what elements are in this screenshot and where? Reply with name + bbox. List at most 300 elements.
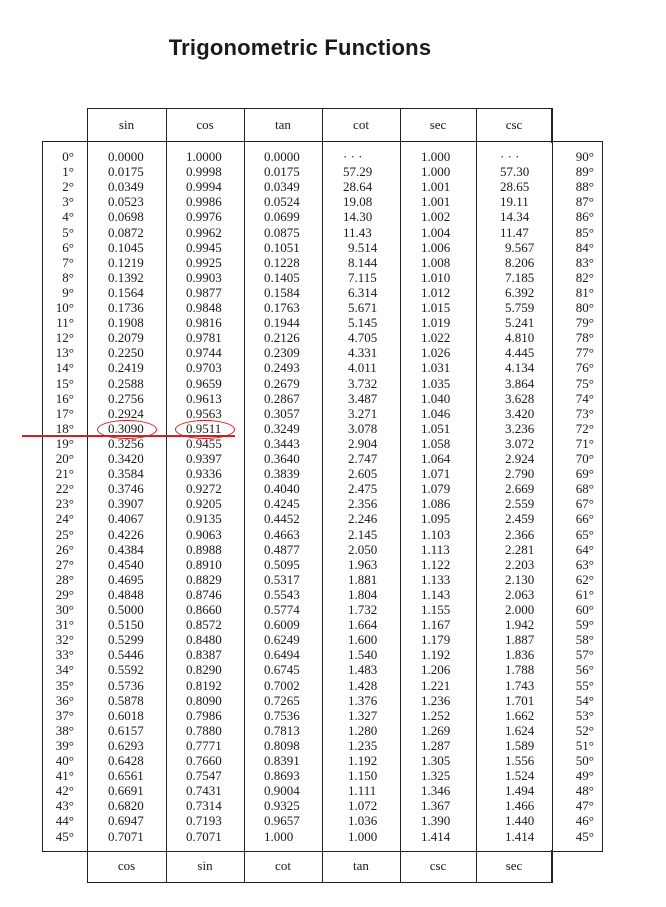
cell-sin: 0.4226 bbox=[108, 526, 144, 542]
cell-cos: 0.9925 bbox=[186, 254, 222, 270]
row-angle: 26° bbox=[55, 541, 74, 557]
cell-sin: 0.6561 bbox=[108, 768, 144, 784]
cell-cos: 0.9135 bbox=[186, 511, 222, 527]
cell-tan: 0.5095 bbox=[264, 556, 300, 572]
cell-csc: 2.063 bbox=[505, 586, 535, 602]
cell-tan: 0.0000 bbox=[264, 149, 300, 164]
cell-cot: 1.150 bbox=[348, 768, 378, 784]
cell-tan: 0.0349 bbox=[264, 179, 300, 195]
cell-cot: 3.078 bbox=[348, 420, 378, 436]
cell-cot: 1.963 bbox=[348, 556, 378, 572]
cell-sec: 1.367 bbox=[421, 798, 451, 814]
cell-csc: 1.466 bbox=[505, 798, 535, 814]
cell-sin: 0.3420 bbox=[108, 451, 144, 466]
cell-csc: 14.34 bbox=[500, 209, 530, 225]
cell-cos: 0.9962 bbox=[186, 224, 222, 240]
cell-cos: 0.7431 bbox=[186, 783, 222, 799]
cell-csc: 2.281 bbox=[505, 541, 535, 557]
row-complement-angle: 58° bbox=[575, 632, 594, 648]
row-complement-angle: 62° bbox=[575, 571, 594, 587]
row-angle: 16° bbox=[55, 390, 74, 406]
row-complement-angle: 67° bbox=[575, 496, 594, 512]
cell-sin: 0.6947 bbox=[108, 813, 144, 829]
cell-sin: 0.3090 bbox=[108, 420, 144, 436]
cell-sec: 1.026 bbox=[421, 345, 451, 361]
cell-tan: 0.9325 bbox=[264, 798, 300, 814]
cell-cot: 7.115 bbox=[348, 269, 377, 285]
cell-csc: 1.743 bbox=[505, 677, 535, 693]
cell-sec: 1.143 bbox=[421, 586, 451, 602]
column-header-cot: cot bbox=[353, 117, 369, 132]
cell-sec: 1.252 bbox=[421, 707, 451, 723]
row-angle: 23° bbox=[55, 496, 74, 512]
row-complement-angle: 57° bbox=[575, 647, 594, 663]
cell-cos: 1.0000 bbox=[186, 149, 222, 164]
cell-cos: 0.8829 bbox=[186, 571, 222, 587]
cell-cos: 0.9272 bbox=[186, 481, 222, 497]
cell-csc: 19.11 bbox=[500, 194, 529, 210]
row-angle: 37° bbox=[55, 707, 74, 723]
cell-cot: 14.30 bbox=[343, 209, 373, 225]
column-header-sin: sin bbox=[118, 117, 135, 132]
row-complement-angle: 54° bbox=[575, 692, 594, 708]
cell-sec: 1.000 bbox=[421, 149, 451, 164]
row-complement-angle: 55° bbox=[575, 677, 594, 693]
row-complement-angle: 47° bbox=[575, 798, 594, 814]
cell-cos: 0.8192 bbox=[186, 677, 222, 693]
row-angle: 2° bbox=[62, 179, 74, 195]
column-divider bbox=[87, 108, 88, 883]
cell-sec: 1.113 bbox=[421, 541, 450, 557]
cell-csc: 3.236 bbox=[505, 420, 535, 436]
column-header-tan: tan bbox=[275, 117, 291, 132]
cell-cot: 57.29 bbox=[343, 164, 373, 180]
cell-sin: 0.2250 bbox=[108, 345, 144, 361]
row-complement-angle: 59° bbox=[575, 617, 594, 633]
cell-csc: 57.30 bbox=[500, 164, 530, 180]
cell-sec: 1.086 bbox=[421, 496, 451, 512]
cell-csc: 28.65 bbox=[500, 179, 530, 195]
row-complement-angle: 90° bbox=[575, 149, 594, 164]
cell-csc: 5.759 bbox=[505, 300, 535, 315]
cell-sec: 1.167 bbox=[421, 617, 451, 633]
cell-tan: 0.6745 bbox=[264, 662, 300, 678]
cell-csc: 4.445 bbox=[505, 345, 535, 361]
cell-sin: 0.5299 bbox=[108, 632, 144, 648]
cell-sec: 1.192 bbox=[421, 647, 451, 663]
row-complement-angle: 78° bbox=[575, 330, 594, 346]
cell-csc: 1.524 bbox=[505, 768, 535, 784]
row-angle: 20° bbox=[55, 451, 74, 466]
cell-csc: 3.628 bbox=[505, 390, 535, 406]
row-complement-angle: 73° bbox=[575, 405, 594, 421]
row-angle: 19° bbox=[55, 435, 74, 451]
row-angle: 10° bbox=[55, 300, 74, 315]
cell-tan: 0.0699 bbox=[264, 209, 300, 225]
cell-cos: 0.7771 bbox=[186, 737, 222, 753]
page-title: Trigonometric Functions bbox=[168, 35, 432, 60]
cell-sin: 0.2079 bbox=[108, 330, 144, 346]
cell-cos: 0.7660 bbox=[186, 753, 222, 768]
cell-tan: 0.3640 bbox=[264, 451, 300, 466]
row-complement-angle: 80° bbox=[575, 300, 594, 315]
cell-tan: 0.2867 bbox=[264, 390, 300, 406]
cell-tan: 0.4877 bbox=[264, 541, 300, 557]
cell-cot: 9.514 bbox=[348, 239, 378, 255]
cell-csc: 1.440 bbox=[505, 813, 535, 829]
cell-cos: 0.7193 bbox=[186, 813, 222, 829]
cell-cot: 1.483 bbox=[348, 662, 378, 678]
cell-sin: 0.1736 bbox=[108, 300, 144, 315]
column-footer-csc: csc bbox=[429, 858, 447, 873]
cell-cos: 0.9659 bbox=[186, 375, 222, 391]
cell-sin: 0.6293 bbox=[108, 737, 144, 753]
cell-sec: 1.287 bbox=[421, 737, 451, 753]
cell-cot: 1.000 bbox=[348, 828, 378, 844]
cell-cot: 11.43 bbox=[343, 224, 372, 240]
cell-sin: 0.1908 bbox=[108, 315, 144, 331]
cell-sin: 0.3256 bbox=[108, 435, 144, 451]
column-footer-cos: cos bbox=[117, 858, 136, 873]
cell-sec: 1.346 bbox=[421, 783, 451, 799]
row-complement-angle: 64° bbox=[575, 541, 594, 557]
cell-csc: 2.203 bbox=[505, 556, 535, 572]
cell-sec: 1.133 bbox=[421, 571, 451, 587]
cell-cot: 19.08 bbox=[343, 194, 373, 210]
cell-tan: 0.7536 bbox=[264, 707, 300, 723]
cell-sec: 1.221 bbox=[421, 677, 451, 693]
cell-csc: 1.589 bbox=[505, 737, 535, 753]
cell-sec: 1.002 bbox=[421, 209, 451, 225]
cell-cot: · · · bbox=[343, 149, 363, 164]
cell-sec: 1.305 bbox=[421, 753, 451, 768]
cell-csc: 6.392 bbox=[505, 284, 535, 300]
cell-sin: 0.1219 bbox=[108, 254, 144, 270]
cell-sec: 1.000 bbox=[421, 164, 451, 180]
row-angle: 27° bbox=[55, 556, 74, 572]
cell-sec: 1.269 bbox=[421, 722, 451, 738]
cell-cos: 0.9511 bbox=[186, 420, 222, 436]
cell-csc: 11.47 bbox=[500, 224, 529, 240]
cell-csc: 4.810 bbox=[505, 330, 535, 346]
cell-tan: 0.3057 bbox=[264, 405, 300, 421]
cell-csc: · · · bbox=[500, 149, 520, 164]
cell-cot: 4.705 bbox=[348, 330, 378, 346]
cell-sin: 0.5000 bbox=[108, 602, 144, 617]
row-complement-angle: 87° bbox=[575, 194, 594, 210]
cell-cos: 0.8746 bbox=[186, 586, 222, 602]
row-angle: 0° bbox=[62, 149, 74, 164]
cell-sec: 1.179 bbox=[421, 632, 451, 648]
row-angle: 22° bbox=[55, 481, 74, 497]
row-angle: 41° bbox=[55, 768, 74, 784]
cell-csc: 2.000 bbox=[505, 602, 535, 617]
cell-tan: 0.0175 bbox=[264, 164, 300, 180]
cell-cot: 1.192 bbox=[348, 753, 378, 768]
cell-csc: 3.420 bbox=[505, 405, 535, 421]
cell-cot: 1.376 bbox=[348, 692, 378, 708]
cell-tan: 0.4040 bbox=[264, 481, 300, 497]
cell-tan: 0.0875 bbox=[264, 224, 300, 240]
cell-cos: 0.9994 bbox=[186, 179, 222, 195]
row-angle: 4° bbox=[62, 209, 74, 225]
row-complement-angle: 45° bbox=[575, 828, 594, 844]
row-complement-angle: 52° bbox=[575, 722, 594, 738]
cell-tan: 0.4452 bbox=[264, 511, 300, 527]
cell-csc: 8.206 bbox=[505, 254, 535, 270]
cell-cos: 0.9744 bbox=[186, 345, 222, 361]
cell-tan: 0.4245 bbox=[264, 496, 300, 512]
row-complement-angle: 49° bbox=[575, 768, 594, 784]
cell-cot: 1.600 bbox=[348, 632, 378, 648]
cell-tan: 0.5774 bbox=[264, 602, 300, 617]
cell-tan: 0.1944 bbox=[264, 315, 300, 331]
cell-sec: 1.079 bbox=[421, 481, 451, 497]
cell-sin: 0.5150 bbox=[108, 617, 144, 633]
cell-sin: 0.0000 bbox=[108, 149, 144, 164]
cell-csc: 1.414 bbox=[505, 828, 535, 844]
cell-sec: 1.006 bbox=[421, 239, 451, 255]
cell-sin: 0.3746 bbox=[108, 481, 144, 497]
cell-sin: 0.4067 bbox=[108, 511, 144, 527]
cell-cot: 28.64 bbox=[343, 179, 373, 195]
cell-cot: 2.145 bbox=[348, 526, 378, 542]
cell-cot: 1.235 bbox=[348, 737, 378, 753]
cell-sin: 0.6691 bbox=[108, 783, 144, 799]
cell-sec: 1.103 bbox=[421, 526, 451, 542]
cell-tan: 0.3839 bbox=[264, 466, 300, 482]
column-footer-sec: sec bbox=[505, 858, 523, 873]
row-complement-angle: 72° bbox=[575, 420, 594, 436]
cell-sin: 0.0523 bbox=[108, 194, 144, 210]
cell-cos: 0.7071 bbox=[186, 828, 222, 844]
cell-sec: 1.095 bbox=[421, 511, 451, 527]
cell-sec: 1.155 bbox=[421, 602, 451, 617]
row-complement-angle: 89° bbox=[575, 164, 594, 180]
row-angle: 28° bbox=[55, 571, 74, 587]
row-angle: 21° bbox=[55, 466, 74, 482]
cell-cos: 0.9998 bbox=[186, 164, 222, 180]
row-angle: 33° bbox=[55, 647, 74, 663]
cell-cot: 1.732 bbox=[348, 602, 378, 617]
column-footer-sin: sin bbox=[197, 858, 213, 873]
cell-cot: 2.246 bbox=[348, 511, 378, 527]
cell-csc: 2.130 bbox=[505, 571, 535, 587]
cell-sin: 0.2419 bbox=[108, 360, 144, 376]
cell-sin: 0.5878 bbox=[108, 692, 144, 708]
row-angle: 36° bbox=[55, 692, 74, 708]
row-angle: 18° bbox=[55, 420, 74, 436]
cell-tan: 0.9004 bbox=[264, 783, 300, 799]
cell-sin: 0.4695 bbox=[108, 571, 144, 587]
cell-csc: 2.459 bbox=[505, 511, 535, 527]
row-complement-angle: 51° bbox=[575, 737, 594, 753]
row-complement-angle: 48° bbox=[575, 783, 594, 799]
cell-csc: 2.366 bbox=[505, 526, 535, 542]
cell-sec: 1.022 bbox=[421, 330, 451, 346]
row-angle: 38° bbox=[55, 722, 74, 738]
cell-cos: 0.8910 bbox=[186, 556, 222, 572]
cell-sin: 0.6157 bbox=[108, 722, 144, 738]
cell-cot: 1.881 bbox=[348, 571, 378, 587]
cell-sin: 0.3584 bbox=[108, 466, 144, 482]
cell-sin: 0.3907 bbox=[108, 496, 144, 512]
cell-sec: 1.051 bbox=[421, 420, 451, 436]
cell-cos: 0.9945 bbox=[186, 239, 222, 255]
cell-tan: 0.1584 bbox=[264, 284, 300, 300]
cell-cos: 0.8480 bbox=[186, 632, 222, 648]
cell-tan: 0.6249 bbox=[264, 632, 300, 648]
row-angle: 13° bbox=[55, 345, 74, 361]
cell-cos: 0.8090 bbox=[186, 692, 222, 708]
cell-sec: 1.325 bbox=[421, 768, 451, 784]
cell-cot: 1.804 bbox=[348, 586, 378, 602]
cell-sec: 1.031 bbox=[421, 360, 451, 376]
row-angle: 1° bbox=[62, 164, 74, 180]
cell-sin: 0.0872 bbox=[108, 224, 144, 240]
row-complement-angle: 61° bbox=[575, 586, 594, 602]
row-angle: 5° bbox=[62, 224, 74, 240]
cell-sec: 1.019 bbox=[421, 315, 451, 331]
cell-cos: 0.8387 bbox=[186, 647, 222, 663]
highlight-circle-sin-18 bbox=[97, 420, 157, 439]
cell-tan: 0.1763 bbox=[264, 300, 300, 315]
cell-sec: 1.236 bbox=[421, 692, 451, 708]
row-complement-angle: 63° bbox=[575, 556, 594, 572]
cell-cos: 0.9848 bbox=[186, 300, 222, 315]
row-angle: 9° bbox=[62, 284, 74, 300]
cell-cos: 0.9877 bbox=[186, 284, 222, 300]
cell-sin: 0.6820 bbox=[108, 798, 144, 814]
cell-tan: 0.7813 bbox=[264, 722, 300, 738]
row-angle: 15° bbox=[55, 375, 74, 391]
row-angle: 32° bbox=[55, 632, 74, 648]
cell-sec: 1.206 bbox=[421, 662, 451, 678]
row-complement-angle: 65° bbox=[575, 526, 594, 542]
cell-cot: 5.671 bbox=[348, 300, 378, 315]
cell-tan: 0.6009 bbox=[264, 617, 300, 633]
cell-csc: 4.134 bbox=[505, 360, 535, 376]
cell-sec: 1.001 bbox=[421, 179, 451, 195]
cell-tan: 0.2126 bbox=[264, 330, 300, 346]
cell-sec: 1.012 bbox=[421, 284, 451, 300]
cell-cos: 0.7986 bbox=[186, 707, 222, 723]
cell-sin: 0.5736 bbox=[108, 677, 144, 693]
column-footer-tan: tan bbox=[353, 858, 369, 873]
cell-csc: 1.887 bbox=[505, 632, 535, 648]
cell-sec: 1.008 bbox=[421, 254, 451, 270]
cell-tan: 0.1405 bbox=[264, 269, 300, 285]
row-angle: 11° bbox=[56, 315, 74, 331]
row-angle: 12° bbox=[55, 330, 74, 346]
cell-tan: 0.8693 bbox=[264, 768, 300, 784]
cell-cot: 3.271 bbox=[348, 405, 378, 421]
cell-tan: 0.7002 bbox=[264, 677, 300, 693]
cell-sec: 1.035 bbox=[421, 375, 451, 391]
cell-sin: 0.4540 bbox=[108, 556, 144, 572]
cell-csc: 1.788 bbox=[505, 662, 535, 678]
cell-cot: 6.314 bbox=[348, 284, 378, 300]
row-angle: 3° bbox=[62, 194, 74, 210]
cell-sec: 1.040 bbox=[421, 390, 451, 406]
cell-csc: 2.559 bbox=[505, 496, 535, 512]
cell-cot: 3.732 bbox=[348, 375, 378, 391]
cell-cos: 0.9976 bbox=[186, 209, 222, 225]
cell-cos: 0.8660 bbox=[186, 602, 222, 617]
cell-cos: 0.9563 bbox=[186, 405, 222, 421]
row-complement-angle: 88° bbox=[575, 179, 594, 195]
cell-sec: 1.010 bbox=[421, 269, 451, 285]
cell-tan: 0.9657 bbox=[264, 813, 300, 829]
cell-sec: 1.046 bbox=[421, 405, 451, 421]
cell-cos: 0.8290 bbox=[186, 662, 222, 678]
row-complement-angle: 81° bbox=[575, 284, 594, 300]
cell-tan: 0.5543 bbox=[264, 586, 300, 602]
cell-cos: 0.9455 bbox=[186, 435, 222, 451]
cell-sin: 0.0349 bbox=[108, 179, 144, 195]
cell-cos: 0.9205 bbox=[186, 496, 222, 512]
cell-cot: 4.011 bbox=[348, 360, 377, 376]
cell-cos: 0.7314 bbox=[186, 798, 222, 814]
cell-tan: 0.8098 bbox=[264, 737, 300, 753]
cell-cot: 1.664 bbox=[348, 617, 378, 633]
row-angle: 7° bbox=[62, 254, 74, 270]
column-divider bbox=[322, 108, 323, 883]
row-angle: 29° bbox=[55, 586, 74, 602]
cell-cot: 8.144 bbox=[348, 254, 378, 270]
cell-sin: 0.1564 bbox=[108, 284, 144, 300]
row-angle: 42° bbox=[55, 783, 74, 799]
cell-sin: 0.1392 bbox=[108, 269, 144, 285]
cell-tan: 0.2493 bbox=[264, 360, 300, 376]
row-complement-angle: 76° bbox=[575, 360, 594, 376]
cell-cot: 2.050 bbox=[348, 541, 378, 557]
cell-sec: 1.122 bbox=[421, 556, 451, 572]
cell-sin: 0.6428 bbox=[108, 753, 144, 768]
row-angle: 24° bbox=[55, 511, 74, 527]
cell-tan: 0.0524 bbox=[264, 194, 300, 210]
cell-csc: 9.567 bbox=[505, 239, 535, 255]
row-complement-angle: 69° bbox=[575, 466, 594, 482]
cell-tan: 0.1228 bbox=[264, 254, 300, 270]
cell-sin: 0.0698 bbox=[108, 209, 144, 225]
cell-sin: 0.4848 bbox=[108, 586, 144, 602]
cell-sec: 1.001 bbox=[421, 194, 451, 210]
row-complement-angle: 77° bbox=[575, 345, 594, 361]
cell-cot: 1.280 bbox=[348, 722, 378, 738]
cell-csc: 1.624 bbox=[505, 722, 535, 738]
row-angle: 14° bbox=[55, 360, 74, 376]
row-complement-angle: 46° bbox=[575, 813, 594, 829]
cell-cos: 0.7880 bbox=[186, 722, 222, 738]
row-angle: 39° bbox=[55, 737, 74, 753]
cell-csc: 2.790 bbox=[505, 466, 535, 482]
cell-tan: 0.6494 bbox=[264, 647, 300, 663]
cell-cot: 3.487 bbox=[348, 390, 378, 406]
row-angle: 6° bbox=[62, 239, 74, 255]
cell-sec: 1.004 bbox=[421, 224, 451, 240]
cell-csc: 3.864 bbox=[505, 375, 535, 391]
cell-sec: 1.064 bbox=[421, 451, 451, 466]
row-complement-angle: 71° bbox=[575, 435, 594, 451]
cell-csc: 5.241 bbox=[505, 315, 535, 331]
cell-sec: 1.058 bbox=[421, 435, 451, 451]
cell-cot: 1.036 bbox=[348, 813, 378, 829]
cell-cos: 0.9703 bbox=[186, 360, 222, 376]
row-complement-angle: 56° bbox=[575, 662, 594, 678]
cell-tan: 0.7265 bbox=[264, 692, 300, 708]
cell-cos: 0.9397 bbox=[186, 451, 222, 466]
